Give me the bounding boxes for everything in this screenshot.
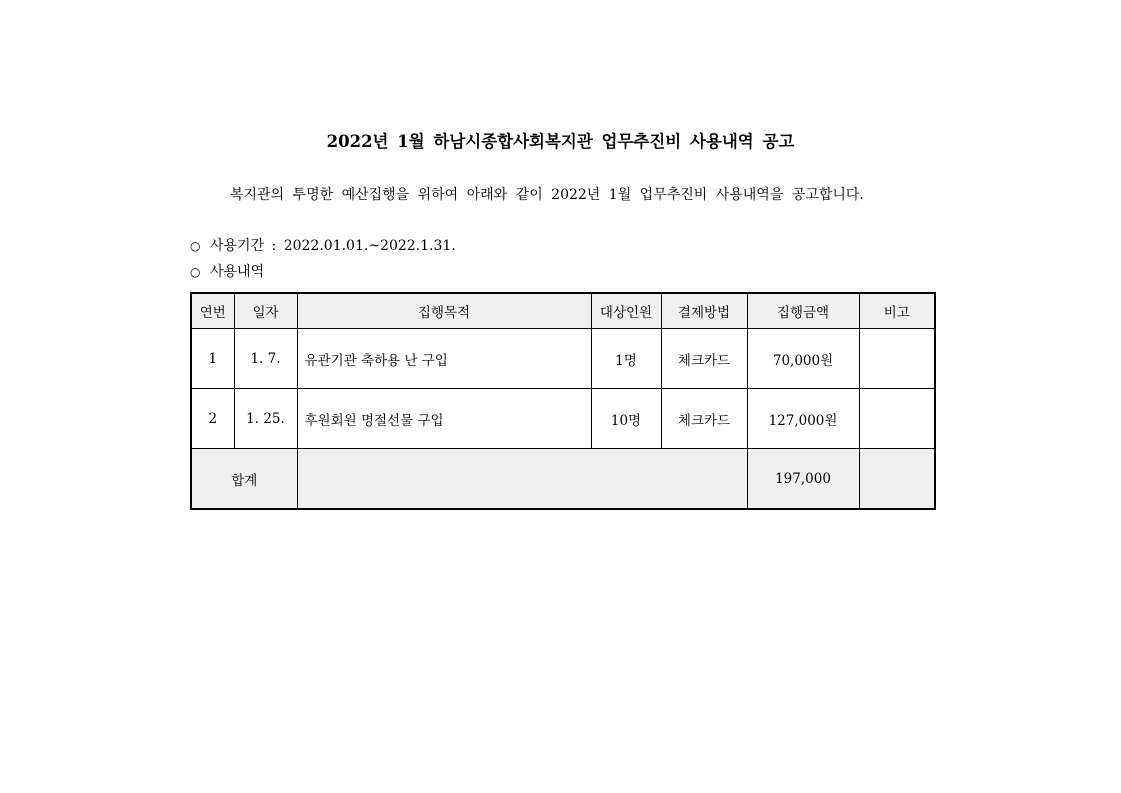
cell-no: 1 <box>191 329 234 389</box>
table-row <box>191 389 935 449</box>
total-note <box>859 449 935 510</box>
cell-date: 1. 7. <box>234 329 297 389</box>
cell-date: 1. 25. <box>234 389 297 449</box>
header-purpose: 집행목적 <box>297 293 591 329</box>
intro-paragraph: 복지관의 투명한 예산집행을 위하여 아래와 같이 2022년 1월 업무추진비 사용내역을 공고합니다. <box>230 187 864 203</box>
cell-method: 체크카드 <box>661 389 747 449</box>
table-header-row <box>191 293 935 329</box>
usage-details-label: 사용내역 <box>210 264 265 280</box>
document-title: 2022년 1월 하남시종합사회복지관 업무추진비 사용내역 공고 <box>326 132 795 151</box>
cell-amount: 70,000원 <box>747 329 859 389</box>
cell-note <box>859 329 935 389</box>
cell-people: 10명 <box>591 389 661 449</box>
header-no: 연번 <box>191 293 234 329</box>
total-row <box>191 449 935 510</box>
header-people: 대상인원 <box>591 293 661 329</box>
total-amount: 197,000 <box>747 449 859 510</box>
cell-amount: 127,000원 <box>747 389 859 449</box>
cell-purpose: 후원회원 명절선물 구입 <box>297 389 591 449</box>
table-row <box>191 329 935 389</box>
circle-bullet-icon: ○ <box>190 239 201 253</box>
usage-period-label: 사용기간 : 2022.01.01.~2022.1.31. <box>210 238 456 254</box>
header-date: 일자 <box>234 293 297 329</box>
cell-method: 체크카드 <box>661 329 747 389</box>
cell-purpose: 유관기관 축하용 난 구입 <box>297 329 591 389</box>
total-blank <box>297 449 747 510</box>
usage-period-line <box>190 235 456 255</box>
cell-no: 2 <box>191 389 234 449</box>
usage-details-line <box>190 261 264 281</box>
header-note: 비고 <box>859 293 935 329</box>
cell-note <box>859 389 935 449</box>
cell-people: 1명 <box>591 329 661 389</box>
expense-table <box>190 292 936 510</box>
header-method: 결제방법 <box>661 293 747 329</box>
total-label: 합계 <box>191 449 297 510</box>
header-amount: 집행금액 <box>747 293 859 329</box>
circle-bullet-icon: ○ <box>190 265 201 279</box>
